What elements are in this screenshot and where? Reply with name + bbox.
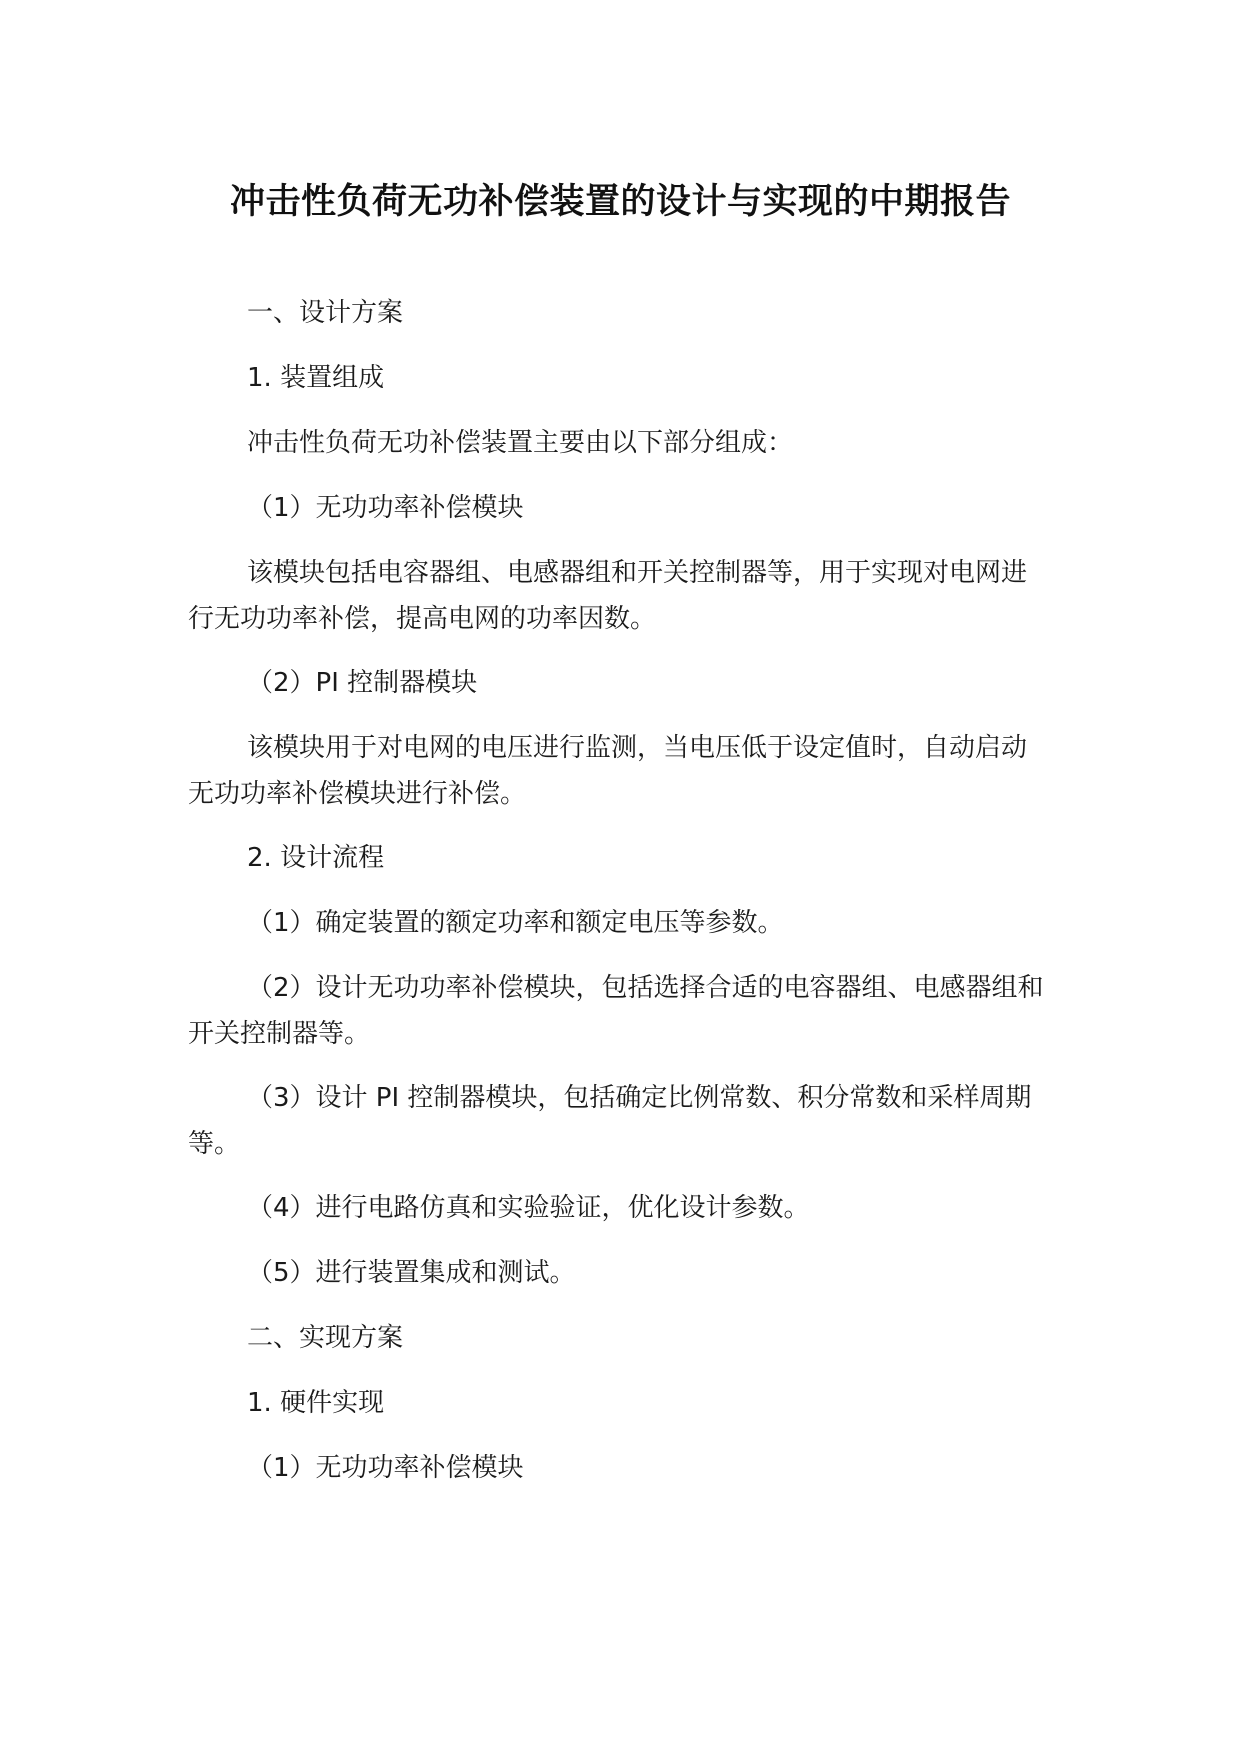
document-title: 冲击性负荷无功补偿装置的设计与实现的中期报告 xyxy=(229,182,1011,222)
list-item-pi-module: （2）PI 控制器模块 xyxy=(247,668,478,698)
subsection-heading-device-composition: 1. 装置组成 xyxy=(247,363,385,393)
paragraph-reactive-module-desc: 该模块包括电容器组、电感器组和开关控制器等，用于实现对电网进行无功功率补偿，提高电网的功率因数。 xyxy=(188,558,1028,634)
list-item-hardware-reactive-module: （1）无功功率补偿模块 xyxy=(247,1453,524,1483)
list-item-flow-step-2: （2）设计无功功率补偿模块，包括选择合适的电容器组、电感器组和开关控制器等。 xyxy=(188,973,1044,1049)
subsection-heading-design-flow: 2. 设计流程 xyxy=(247,843,385,873)
list-item-flow-step-1: （1）确定装置的额定功率和额定电压等参数。 xyxy=(247,908,784,938)
paragraph-composition-intro: 冲击性负荷无功补偿装置主要由以下部分组成： xyxy=(247,428,794,458)
list-item-flow-step-3: （3）设计 PI 控制器模块，包括确定比例常数、积分常数和采样周期等。 xyxy=(188,1083,1032,1159)
section-heading-implementation-plan: 二、实现方案 xyxy=(247,1323,404,1353)
section-heading-design-plan: 一、设计方案 xyxy=(247,298,404,328)
paragraph-pi-module-desc: 该模块用于对电网的电压进行监测，当电压低于设定值时，自动启动无功功率补偿模块进行补偿。 xyxy=(188,733,1028,809)
list-item-reactive-module: （1）无功功率补偿模块 xyxy=(247,493,524,523)
list-item-flow-step-4: （4）进行电路仿真和实验验证，优化设计参数。 xyxy=(247,1193,810,1223)
subsection-heading-hardware-implementation: 1. 硬件实现 xyxy=(247,1388,385,1418)
list-item-flow-step-5: （5）进行装置集成和测试。 xyxy=(247,1258,576,1288)
